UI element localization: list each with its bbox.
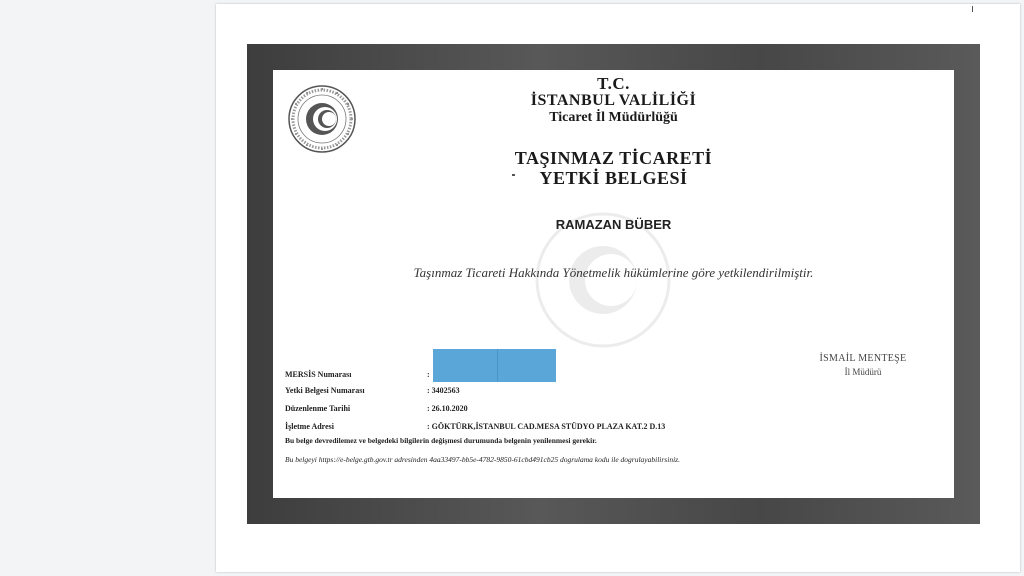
signer-name: İSMAİL MENTEŞE — [819, 353, 907, 364]
issue-date-value: : 26.10.2020 — [427, 404, 468, 413]
business-address-value: : GÖKTÜRK,İSTANBUL CAD.MESA STÜDYO PLAZA KAT.2 D.13 — [427, 422, 666, 431]
license-number-label: Yetki Belgesi Numarası — [285, 386, 365, 395]
header-directorate: Ticaret İl Müdürlüğü — [549, 110, 678, 125]
certificate-title: TAŞINMAZ TİCARETİ — [514, 148, 713, 168]
certificate-body — [273, 70, 954, 498]
scan-mark — [972, 6, 973, 12]
signer-role: İl Müdürü — [844, 367, 882, 377]
verification-notice: Bu belgeyi https://e-belge.gtb.gov.tr adresinden 4aa33497-bb5e-4782-9850-61cbd491cb25 dogrulama kodu ile dogrulayabilirsiniz. — [285, 455, 680, 464]
certificate-border — [247, 44, 980, 524]
authorization-statement: Taşınmaz Ticareti Hakkında Yönetmelik hükümlerine göre yetkilendirilmiştir. — [413, 265, 814, 280]
scan-speck — [512, 174, 515, 176]
header-governorship: İSTANBUL VALİLİĞİ — [530, 92, 697, 109]
scanned-document-page — [216, 4, 1020, 572]
license-number-value: : 3402563 — [427, 386, 460, 395]
redaction-box — [433, 349, 556, 382]
business-address-label: İşletme Adresi — [285, 422, 334, 431]
header-tc: T.C. — [597, 74, 630, 93]
certificate-subtitle: YETKİ BELGESİ — [539, 168, 688, 188]
holder-name: RAMAZAN BÜBER — [555, 217, 672, 232]
mersis-value: : — [427, 370, 430, 379]
transfer-notice: Bu belge devredilemez ve belgedeki bilgilerin değişmesi durumunda belgenin yenilenmesi gerekir. — [285, 436, 597, 445]
issue-date-label: Düzenlenme Tarihi — [285, 404, 351, 413]
mersis-label: MERSİS Numarası — [285, 370, 352, 379]
